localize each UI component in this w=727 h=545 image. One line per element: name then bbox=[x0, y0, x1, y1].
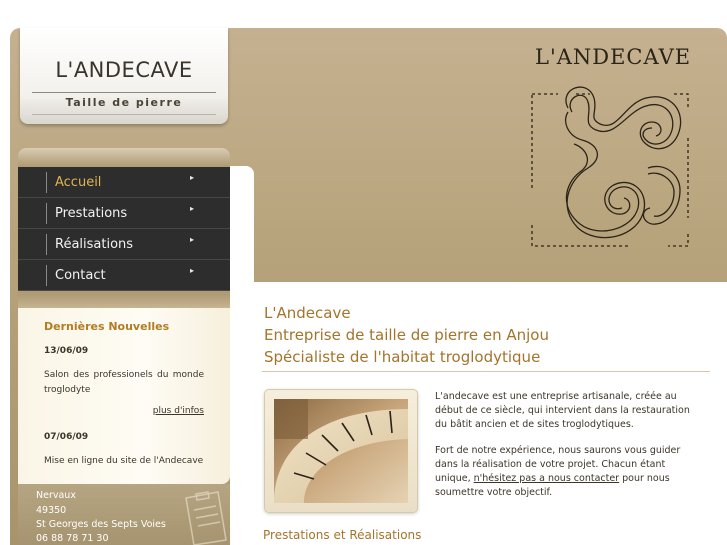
contact-link[interactable]: n'hésitez pas a nous contacter bbox=[473, 473, 620, 484]
photo-image bbox=[274, 399, 408, 503]
nav-separator bbox=[46, 203, 47, 224]
experience-paragraph bbox=[435, 444, 693, 500]
section-title: Prestations et Réalisations bbox=[263, 528, 422, 542]
chevron-right-icon: ▸ bbox=[190, 204, 195, 213]
spiral-logo-icon bbox=[528, 78, 692, 250]
page-heading: Spécialiste de l'habitat troglodytique bbox=[264, 348, 541, 366]
nav-item-prestations[interactable] bbox=[18, 198, 230, 229]
phone-number: 06 88 78 71 30 bbox=[36, 533, 109, 544]
page-heading: Entreprise de taille de pierre en Anjou bbox=[264, 326, 549, 344]
news-title: Dernières Nouvelles bbox=[44, 320, 170, 333]
logo-title: L'ANDECAVE bbox=[55, 58, 193, 82]
page-title: L'Andecave bbox=[264, 304, 351, 322]
logo-divider bbox=[32, 114, 216, 115]
address-line: 49350 bbox=[36, 505, 67, 516]
address-block bbox=[18, 484, 230, 545]
heading-divider bbox=[262, 371, 710, 372]
sidebar-gap bbox=[18, 295, 230, 309]
sidebar-top bbox=[18, 148, 230, 166]
news-text: Mise en ligne du site de l'Andecave bbox=[44, 456, 204, 466]
nav-item-accueil[interactable] bbox=[18, 167, 230, 198]
nav-item-label: Prestations bbox=[55, 206, 128, 221]
brand-title: L'ANDECAVE bbox=[535, 45, 692, 69]
news-text: Salon des professionels du monde troglodyte bbox=[44, 370, 204, 395]
clipboard-icon bbox=[166, 490, 228, 545]
stone-arch-photo bbox=[264, 389, 418, 513]
content-edge bbox=[230, 166, 254, 545]
nav-item-realisations[interactable] bbox=[18, 229, 230, 260]
nav-item-label: Contact bbox=[55, 268, 106, 283]
nav-item-label: Réalisations bbox=[55, 237, 134, 252]
news-date: 07/06/09 bbox=[44, 432, 89, 442]
nav-item-label: Accueil bbox=[55, 175, 102, 190]
chevron-right-icon: ▸ bbox=[190, 266, 195, 275]
news-date: 13/06/09 bbox=[44, 346, 89, 356]
news-panel bbox=[18, 308, 230, 484]
address-line: St Georges des Septs Voies bbox=[36, 519, 166, 530]
nav-item-contact[interactable] bbox=[18, 260, 230, 291]
nav-separator bbox=[46, 234, 47, 255]
more-info-link[interactable]: plus d'infos bbox=[152, 406, 204, 416]
chevron-right-icon: ▸ bbox=[190, 173, 195, 182]
address-line: Nervaux bbox=[36, 490, 76, 501]
logo[interactable] bbox=[20, 28, 228, 124]
nav-separator bbox=[46, 265, 47, 286]
logo-subtitle: Taille de pierre bbox=[65, 96, 183, 109]
paragraph-text: Fort de notre expérience, nous saurons vous guider dans la réalisation de votre projet. Chacun étant unique, bbox=[435, 445, 681, 484]
main-nav bbox=[18, 167, 230, 291]
intro-paragraph: L'andecave est une entreprise artisanale, créée au début de ce siècle, qui intervient dans la restauration du bâtit ancien et de sites troglodytiques. bbox=[435, 391, 690, 430]
logo-divider bbox=[32, 92, 216, 93]
nav-separator bbox=[46, 172, 47, 193]
paragraph-text: pour nous soumettre votre objectif. bbox=[435, 473, 670, 498]
chevron-right-icon: ▸ bbox=[190, 235, 195, 244]
